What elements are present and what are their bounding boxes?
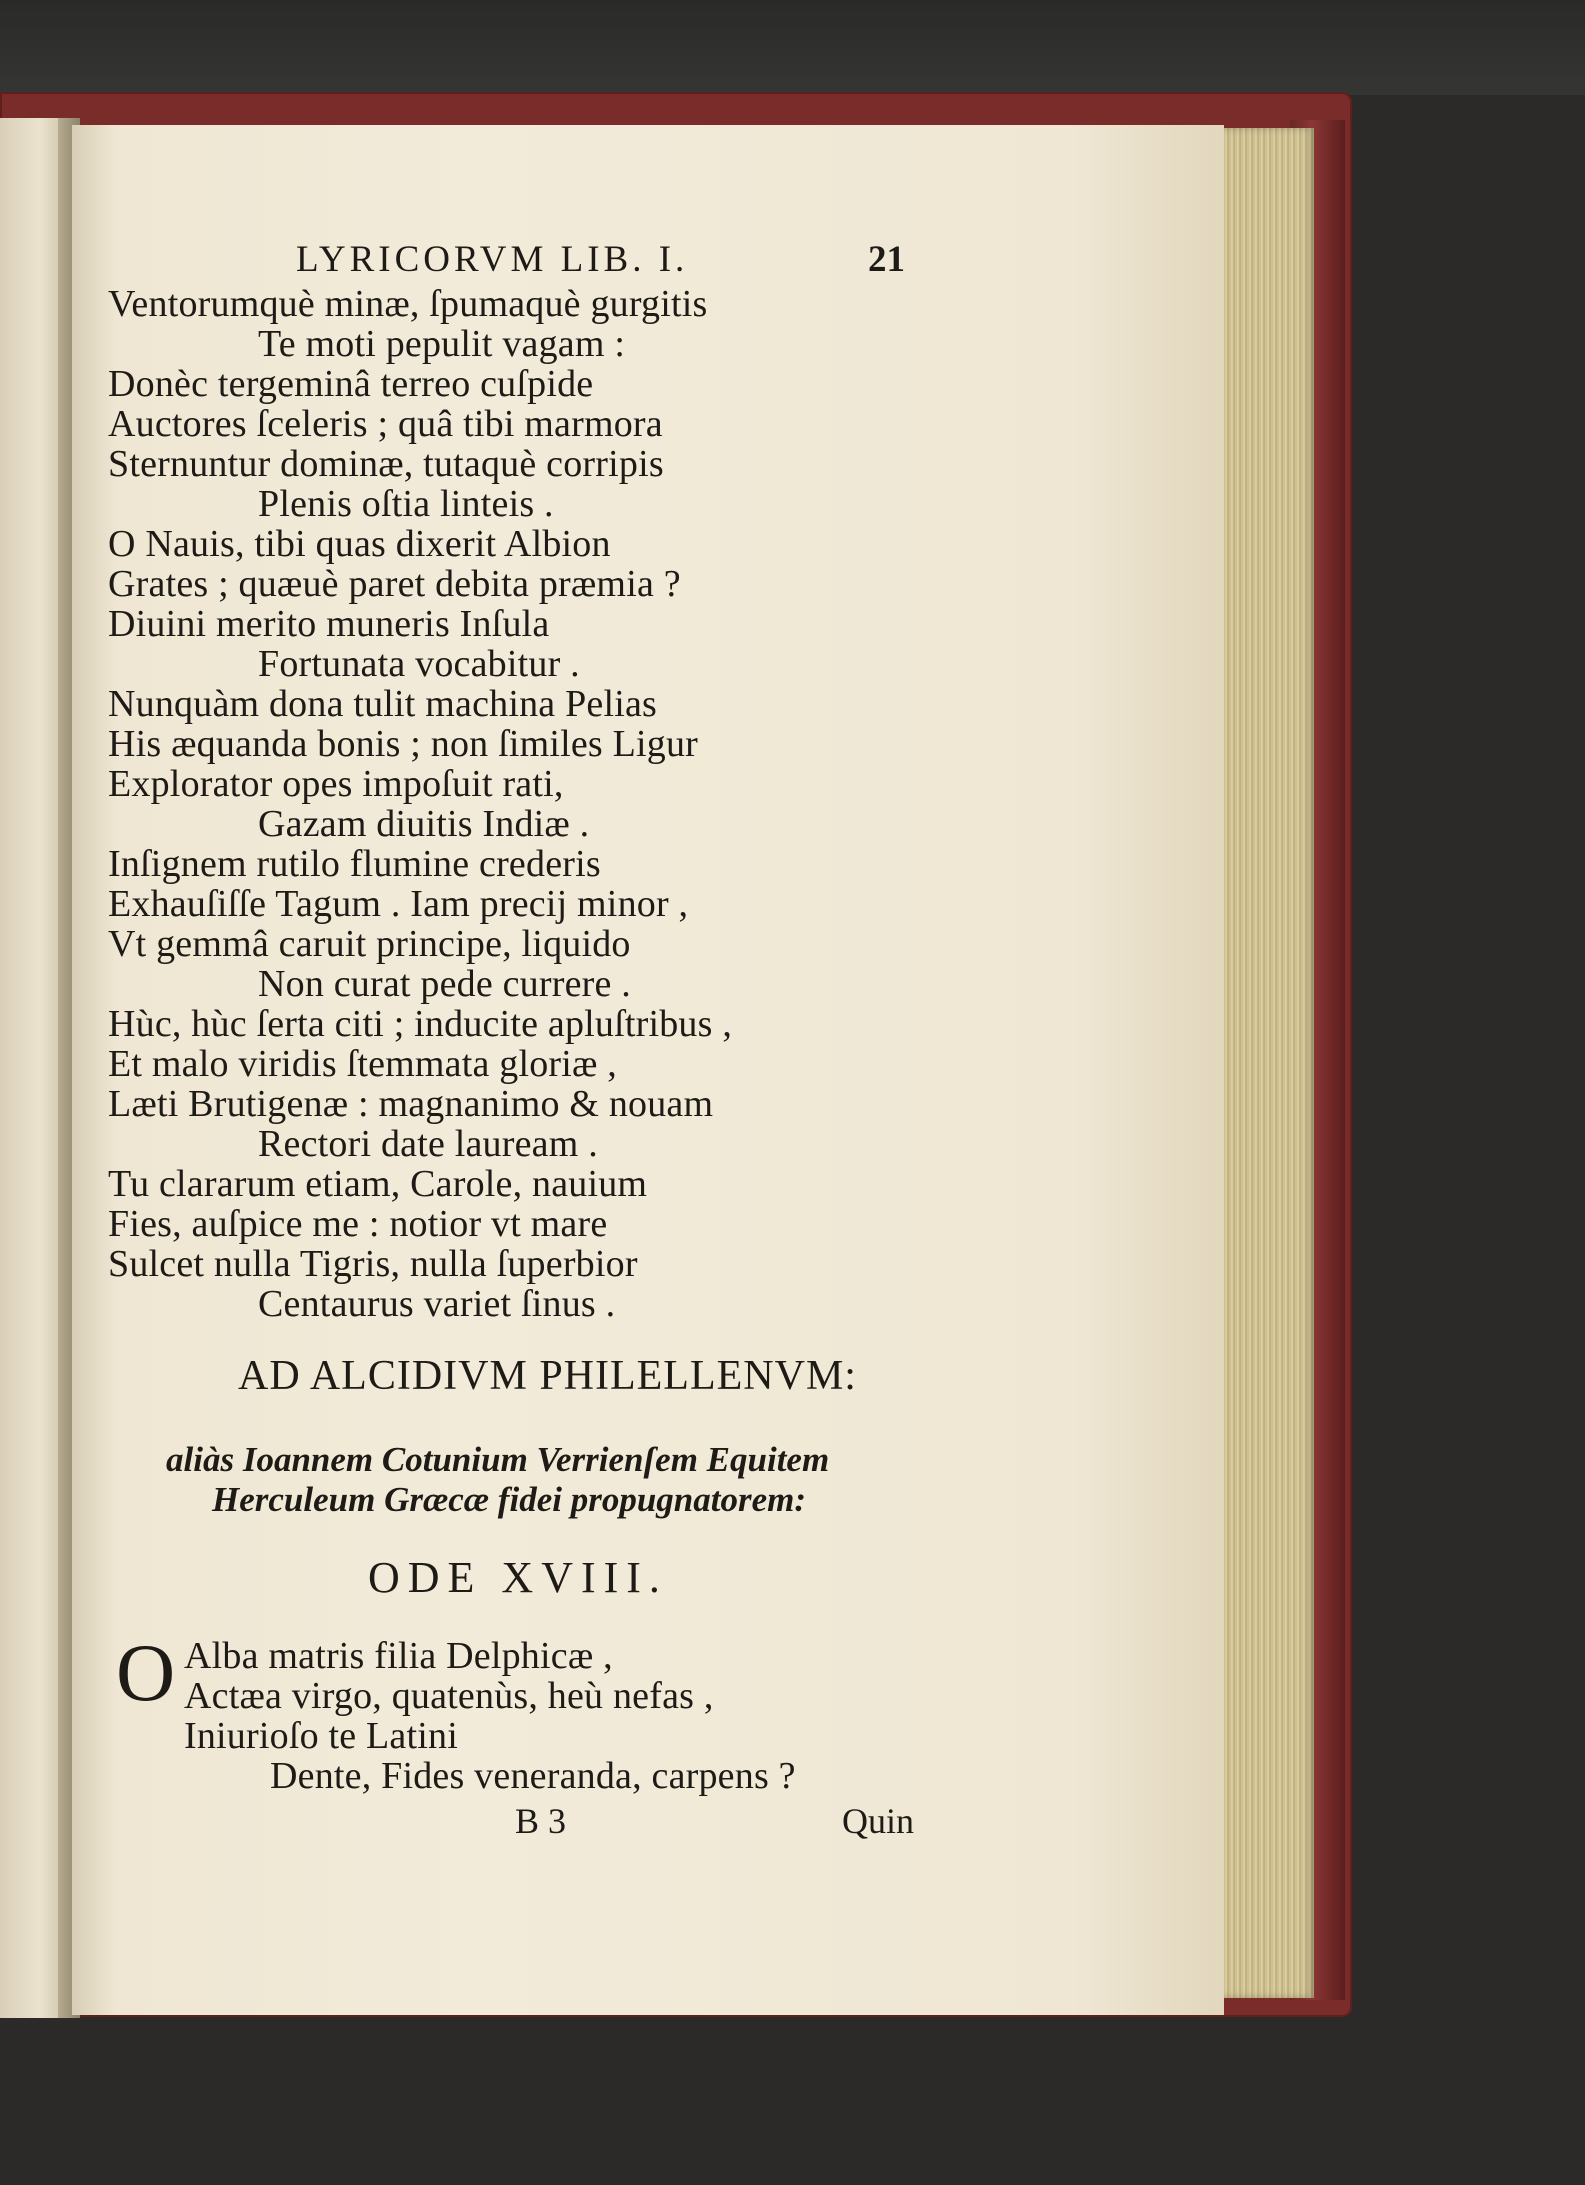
ode-line: Alba matris filia Delphicæ , xyxy=(184,1635,613,1677)
verse-line: Centaurus variet ſinus . xyxy=(258,1283,616,1325)
verse-line: Fies, auſpice me : notior vt mare xyxy=(108,1203,608,1245)
signature-mark: B 3 xyxy=(515,1801,567,1841)
verse-line: Non curat pede currere . xyxy=(258,963,631,1005)
background-top xyxy=(0,0,1585,95)
verse-line: Tu clararum etiam, Carole, nauium xyxy=(108,1163,648,1205)
verse-line: Grates ; quæuè paret debita præmia ? xyxy=(108,563,681,605)
verse-line: Explorator opes impoſuit rati, xyxy=(108,763,564,805)
verse-line: Te moti pepulit vagam : xyxy=(258,323,626,365)
verse-line: Læti Brutigenæ : magnanimo & nouam xyxy=(108,1083,714,1125)
verse-line: Donèc tergeminâ terreo cuſpide xyxy=(108,363,594,405)
ode-number: ODE XVIII. xyxy=(368,1553,668,1602)
verse-line: Sulcet nulla Tigris, nulla ſuperbior xyxy=(108,1243,638,1285)
verse-line: Rectori date lauream . xyxy=(258,1123,598,1165)
ode-line: Iniurioſo te Latini xyxy=(184,1715,458,1757)
verse-line: Nunquàm dona tulit machina Pelias xyxy=(108,683,658,725)
verse-line: Gazam diuitis Indiæ . xyxy=(258,803,590,845)
left-page-fragment xyxy=(0,118,66,2018)
verse-line: Vt gemmâ caruit principe, liquido xyxy=(108,923,631,965)
catchword: Quin xyxy=(842,1801,914,1841)
verse-line: His æquanda bonis ; non ſimiles Ligur xyxy=(108,723,699,765)
verse-line: Et malo viridis ſtemmata gloriæ , xyxy=(108,1043,617,1085)
drop-cap: O xyxy=(116,1627,176,1718)
ode-title: AD ALCIDIVM PHILELLENVM: xyxy=(238,1353,857,1399)
verse-line: Sternuntur dominæ, tutaquè corripis xyxy=(108,443,664,485)
page-number: 21 xyxy=(868,239,905,280)
page-block-edges xyxy=(1218,128,1314,1998)
verse-line: Auctores ſceleris ; quâ tibi marmora xyxy=(108,403,663,445)
ode-subtitle: aliàs Ioannem Cotunium Verrienſem Equitem xyxy=(166,1440,830,1479)
verse-line: Ventorumquè minæ, ſpumaquè gurgitis xyxy=(108,283,708,325)
verse-line: O Nauis, tibi quas dixerit Albion xyxy=(108,523,611,565)
ode-line: Dente, Fides veneranda, carpens ? xyxy=(270,1755,796,1797)
verse-line: Fortunata vocabitur . xyxy=(258,643,580,685)
verse-line: Plenis oſtia linteis . xyxy=(258,483,554,525)
verse-line: Exhauſiſſe Tagum . Iam precij minor , xyxy=(108,883,689,925)
running-head: LYRICORVM LIB. I. xyxy=(296,239,689,280)
verse-line: Diuini merito muneris Inſula xyxy=(108,603,550,645)
verse-line: Hùc, hùc ſerta citi ; inducite apluſtribus , xyxy=(108,1003,733,1045)
ode-subtitle: Herculeum Græcæ fidei propugnatorem: xyxy=(212,1480,807,1519)
ode-line: Actæa virgo, quatenùs, heù nefas , xyxy=(184,1675,714,1717)
verse-line: Inſignem rutilo flumine crederis xyxy=(108,843,601,885)
